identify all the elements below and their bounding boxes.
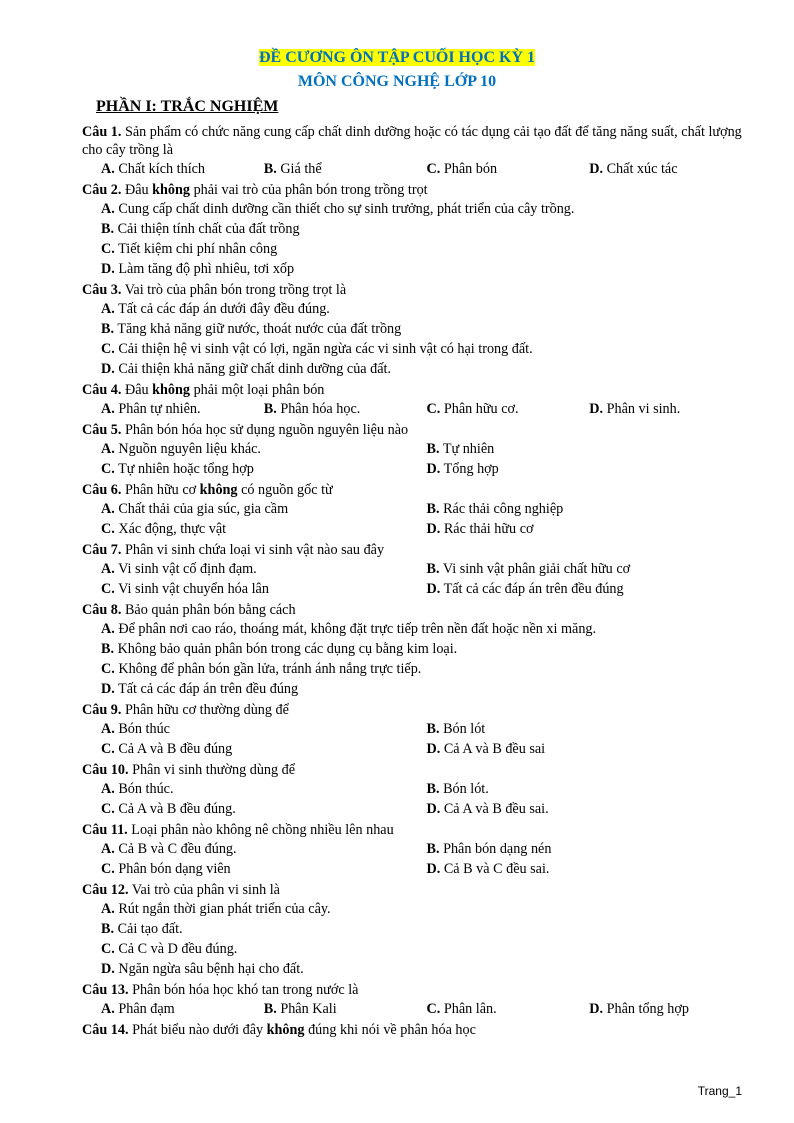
answer-option (101, 499, 427, 519)
question-text: Sản phẩm có chức năng cung cấp chất dinh dưỡng hoặc có tác dụng cải tạo đất để tăng năng suất, chất lượng cho cây trồng là (82, 124, 742, 158)
option-letter: D. (101, 681, 115, 697)
option-text: Rút ngắn thời gian phát triển của cây. (118, 901, 331, 917)
answer-option (101, 619, 596, 639)
option-text: Chất xúc tác (606, 161, 678, 177)
option-text: Tất cả các đáp án dưới đây đều đúng. (118, 301, 330, 317)
option-letter: B. (101, 221, 115, 237)
option-row (82, 959, 752, 979)
question-text: Đâu (124, 182, 149, 198)
option-text: Xác động, thực vật (118, 521, 227, 537)
option-letter: C. (426, 161, 441, 177)
question-text-continued: phải một loại phân bón (193, 382, 325, 398)
option-text: Phân hữu cơ. (443, 401, 519, 417)
question-stem (82, 481, 752, 499)
option-letter: B. (426, 781, 440, 797)
question-number: Câu 6. (82, 482, 122, 498)
option-letter: A. (101, 621, 115, 637)
option-row (82, 299, 752, 319)
question-emphasis: không (266, 1022, 305, 1038)
option-text: Cung cấp chất dinh dưỡng cần thiết cho sự sinh trưởng, phát triển của cây trồng. (118, 201, 575, 217)
question-text: Phân hữu cơ thường dùng để (124, 702, 289, 718)
answer-option (264, 399, 427, 419)
answer-option (427, 839, 753, 859)
option-text: Cả A và B đều đúng. (118, 801, 236, 817)
question-stem (82, 821, 752, 839)
question-number: Câu 12. (82, 882, 129, 898)
question-text: Đâu (124, 382, 149, 398)
answer-option (101, 459, 427, 479)
document-subtitle: MÔN CÔNG NGHỆ LỚP 10 (297, 73, 497, 90)
option-text: Tự nhiên hoặc tổng hợp (118, 461, 254, 477)
question-stem (82, 761, 752, 779)
answer-option (427, 519, 753, 539)
option-letter: B. (426, 561, 440, 577)
answer-option (101, 259, 294, 279)
option-text: Phân bón dạng viên (118, 861, 231, 877)
question-emphasis: không (199, 482, 238, 498)
option-text: Phân bón (443, 161, 498, 177)
question-emphasis: không (152, 182, 191, 198)
question-text: Phân vi sinh chứa loại vi sinh vật nào sau đây (124, 542, 385, 558)
option-text: Cải thiện khả năng giữ chất dinh dưỡng của đất. (118, 361, 392, 377)
option-letter: C. (101, 741, 115, 757)
question-stem (82, 123, 752, 159)
option-row (82, 939, 752, 959)
option-row (82, 859, 752, 879)
option-row (82, 719, 752, 739)
option-letter: D. (101, 361, 115, 377)
question-stem (82, 181, 752, 199)
answer-option (101, 239, 277, 259)
option-text: Bón lót. (443, 781, 489, 797)
option-text: Nguồn nguyên liệu khác. (118, 441, 261, 457)
option-letter: C. (101, 581, 115, 597)
option-text: Phân tự nhiên. (118, 401, 201, 417)
option-row (82, 199, 752, 219)
answer-option (101, 519, 427, 539)
answer-option (101, 439, 427, 459)
option-row (82, 779, 752, 799)
option-letter: A. (101, 901, 115, 917)
option-letter: A. (101, 561, 115, 577)
question-stem (82, 701, 752, 719)
answer-option (427, 159, 590, 179)
answer-option (264, 999, 427, 1019)
answer-option (101, 639, 457, 659)
option-text: Tiết kiệm chi phí nhân công (118, 241, 278, 257)
option-letter: B. (426, 441, 440, 457)
question-text: Phân bón hóa học sử dụng nguồn nguyên liệu nào (124, 422, 409, 438)
option-text: Cải thiện hệ vi sinh vật có lợi, ngăn ngừa các vi sinh vật có hại trong đất. (118, 341, 533, 357)
option-row (82, 519, 752, 539)
answer-option (101, 999, 264, 1019)
answer-option (101, 739, 427, 759)
option-row (82, 219, 752, 239)
option-letter: D. (426, 801, 441, 817)
option-text: Cả A và B đều sai. (443, 801, 549, 817)
option-letter: C. (101, 241, 115, 257)
answer-option (101, 679, 298, 699)
option-letter: B. (101, 921, 115, 937)
option-text: Để phân nơi cao ráo, thoáng mát, không đặt trực tiếp trên nền đất hoặc nền xi măng. (118, 621, 597, 637)
option-letter: A. (101, 501, 115, 517)
option-letter: D. (426, 581, 441, 597)
answer-option (101, 579, 427, 599)
option-row (82, 899, 752, 919)
option-letter: B. (263, 161, 277, 177)
option-row (82, 239, 752, 259)
question-number: Câu 4. (82, 382, 122, 398)
option-letter: C. (101, 861, 115, 877)
option-row (82, 579, 752, 599)
question-number: Câu 14. (82, 1022, 129, 1038)
option-row (82, 559, 752, 579)
option-row (82, 439, 752, 459)
answer-option (101, 159, 264, 179)
option-row (82, 799, 752, 819)
question-list (82, 121, 752, 1039)
option-text: Tự nhiên (442, 441, 495, 457)
option-letter: C. (101, 461, 115, 477)
option-row (82, 659, 752, 679)
option-row (82, 919, 752, 939)
question-number: Câu 10. (82, 762, 129, 778)
question-text-continued: có nguồn gốc từ (241, 482, 333, 498)
option-text: Chất kích thích (118, 161, 206, 177)
option-letter: A. (101, 401, 115, 417)
answer-option (101, 199, 574, 219)
answer-option (101, 299, 330, 319)
answer-option (427, 779, 753, 799)
option-letter: A. (101, 441, 115, 457)
option-text: Vi sinh vật phân giải chất hữu cơ (442, 561, 631, 577)
question-text: Phân hữu cơ (124, 482, 197, 498)
answer-option (101, 779, 427, 799)
option-text: Tổng hợp (443, 461, 499, 477)
option-text: Cả B và C đều đúng. (118, 841, 237, 857)
answer-option (589, 399, 752, 419)
option-text: Chất thải của gia súc, gia cầm (118, 501, 289, 517)
question-text: Phân bón hóa học khó tan trong nước là (132, 982, 359, 998)
answer-option (101, 719, 427, 739)
option-text: Phân đạm (118, 1001, 175, 1017)
option-row (82, 639, 752, 659)
option-letter: D. (426, 521, 441, 537)
option-text: Vi sinh vật cố định đạm. (118, 561, 257, 577)
answer-option (427, 799, 753, 819)
option-text: Ngăn ngừa sâu bệnh hại cho đất. (118, 961, 304, 977)
answer-option (427, 739, 753, 759)
question-number: Câu 11. (82, 822, 128, 838)
option-text: Bón thúc. (118, 781, 174, 797)
answer-option (427, 999, 590, 1019)
question-text: Loại phân nào không nê chồng nhiều lên nhau (131, 822, 394, 838)
answer-option (101, 659, 421, 679)
option-row (82, 399, 752, 419)
question-number: Câu 13. (82, 982, 129, 998)
answer-option (264, 159, 427, 179)
option-row (82, 619, 752, 639)
answer-option (101, 219, 300, 239)
document-title (0, 48, 794, 68)
option-row (82, 159, 752, 179)
option-letter: C. (101, 941, 115, 957)
question-stem (82, 541, 752, 559)
option-letter: A. (101, 781, 115, 797)
question-text: Vai trò của phân bón trong trồng trọt là (124, 282, 347, 298)
question-text-continued: đúng khi nói về phân hóa học (308, 1022, 476, 1038)
option-letter: A. (101, 1001, 115, 1017)
option-row (82, 359, 752, 379)
option-text: Không bảo quản phân bón trong các dụng cụ bằng kim loại. (117, 641, 458, 657)
question-number: Câu 7. (82, 542, 122, 558)
option-letter: C. (426, 401, 441, 417)
document-title-text: ĐỀ CƯƠNG ÔN TẬP CUỐI HỌC KỲ 1 (258, 49, 535, 66)
option-row (82, 499, 752, 519)
answer-option (427, 459, 753, 479)
option-row (82, 319, 752, 339)
answer-option (427, 439, 753, 459)
question-stem (82, 881, 752, 899)
option-text: Rác thải hữu cơ (443, 521, 534, 537)
option-row (82, 679, 752, 699)
option-text: Cả C và D đều đúng. (118, 941, 238, 957)
option-letter: D. (101, 261, 115, 277)
question-emphasis: không (152, 382, 191, 398)
option-letter: C. (101, 801, 115, 817)
answer-option (101, 559, 427, 579)
option-row (82, 339, 752, 359)
question-number: Câu 5. (82, 422, 122, 438)
option-text: Phân hóa học. (280, 401, 361, 417)
option-letter: C. (426, 1001, 441, 1017)
option-text: Không để phân bón gần lửa, tránh ánh nắng trực tiếp. (118, 661, 422, 677)
answer-option (101, 899, 331, 919)
question-stem (82, 1021, 752, 1039)
option-row (82, 839, 752, 859)
option-text: Cả B và C đều sai. (443, 861, 550, 877)
answer-option (101, 859, 427, 879)
option-text: Phân bón dạng nén (443, 841, 552, 857)
question-stem (82, 281, 752, 299)
page-number: Trang_1 (697, 1084, 742, 1098)
option-row (82, 459, 752, 479)
question-number: Câu 9. (82, 702, 122, 718)
option-letter: D. (426, 461, 441, 477)
question-stem (82, 381, 752, 399)
answer-option (101, 839, 427, 859)
option-letter: D. (589, 401, 604, 417)
option-letter: C. (101, 521, 115, 537)
option-text: Cả A và B đều sai (443, 741, 546, 757)
option-text: Phân tổng hợp (606, 1001, 689, 1017)
option-letter: B. (101, 321, 115, 337)
option-letter: D. (101, 961, 115, 977)
answer-option (101, 399, 264, 419)
answer-option (589, 999, 752, 1019)
option-letter: D. (426, 741, 441, 757)
option-letter: B. (101, 641, 115, 657)
option-row (82, 259, 752, 279)
answer-option (101, 959, 304, 979)
option-text: Phân vi sinh. (606, 401, 681, 417)
option-letter: C. (101, 661, 115, 677)
question-text: Bảo quản phân bón bằng cách (124, 602, 296, 618)
answer-option (101, 319, 401, 339)
option-text: Tăng khả năng giữ nước, thoát nước của đất trồng (117, 321, 402, 337)
section-heading: PHẦN I: TRẮC NGHIỆM (96, 98, 279, 115)
option-letter: D. (589, 1001, 604, 1017)
answer-option (101, 359, 391, 379)
option-text: Tất cả các đáp án trên đều đúng (443, 581, 624, 597)
question-text-continued: phải vai trò của phân bón trong trồng trọt (193, 182, 428, 198)
option-text: Rác thải công nghiệp (443, 501, 564, 517)
answer-option (427, 399, 590, 419)
option-letter: A. (101, 201, 115, 217)
answer-option (101, 799, 427, 819)
question-number: Câu 3. (82, 282, 122, 298)
question-number: Câu 1. (82, 124, 122, 140)
option-text: Cải tạo đất. (117, 921, 183, 937)
question-number: Câu 2. (82, 182, 122, 198)
option-letter: C. (101, 341, 115, 357)
option-text: Bón lót (443, 721, 486, 737)
answer-option (101, 919, 183, 939)
question-stem (82, 421, 752, 439)
question-stem (82, 981, 752, 999)
answer-option (427, 559, 753, 579)
option-letter: A. (101, 161, 115, 177)
option-letter: B. (426, 721, 440, 737)
option-text: Cả A và B đều đúng (118, 741, 233, 757)
option-letter: A. (101, 721, 115, 737)
answer-option (427, 719, 753, 739)
answer-option (101, 339, 533, 359)
answer-option (101, 939, 237, 959)
option-letter: A. (101, 841, 115, 857)
question-text: Phân vi sinh thường dùng để (132, 762, 296, 778)
option-letter: A. (101, 301, 115, 317)
option-letter: D. (426, 861, 441, 877)
option-text: Phân Kali (280, 1001, 337, 1017)
answer-option (427, 579, 753, 599)
question-text: Vai trò của phân vi sinh là (131, 882, 280, 898)
option-letter: B. (263, 401, 277, 417)
option-text: Bón thúc (118, 721, 170, 737)
option-text: Tất cả các đáp án trên đều đúng (118, 681, 299, 697)
answer-option (427, 499, 753, 519)
question-stem (82, 601, 752, 619)
option-letter: B. (426, 501, 440, 517)
question-number: Câu 8. (82, 602, 122, 618)
option-letter: D. (589, 161, 604, 177)
option-text: Cải thiện tính chất của đất trồng (117, 221, 300, 237)
option-text: Giá thể (280, 161, 322, 177)
option-text: Phân lân. (443, 1001, 497, 1017)
answer-option (589, 159, 752, 179)
option-letter: B. (263, 1001, 277, 1017)
option-row (82, 999, 752, 1019)
option-letter: B. (426, 841, 440, 857)
option-text: Vi sinh vật chuyển hóa lân (118, 581, 269, 597)
option-text: Làm tăng độ phì nhiêu, tơi xốp (118, 261, 295, 277)
answer-option (427, 859, 753, 879)
option-row (82, 739, 752, 759)
question-text: Phát biểu nào dưới đây (132, 1022, 264, 1038)
